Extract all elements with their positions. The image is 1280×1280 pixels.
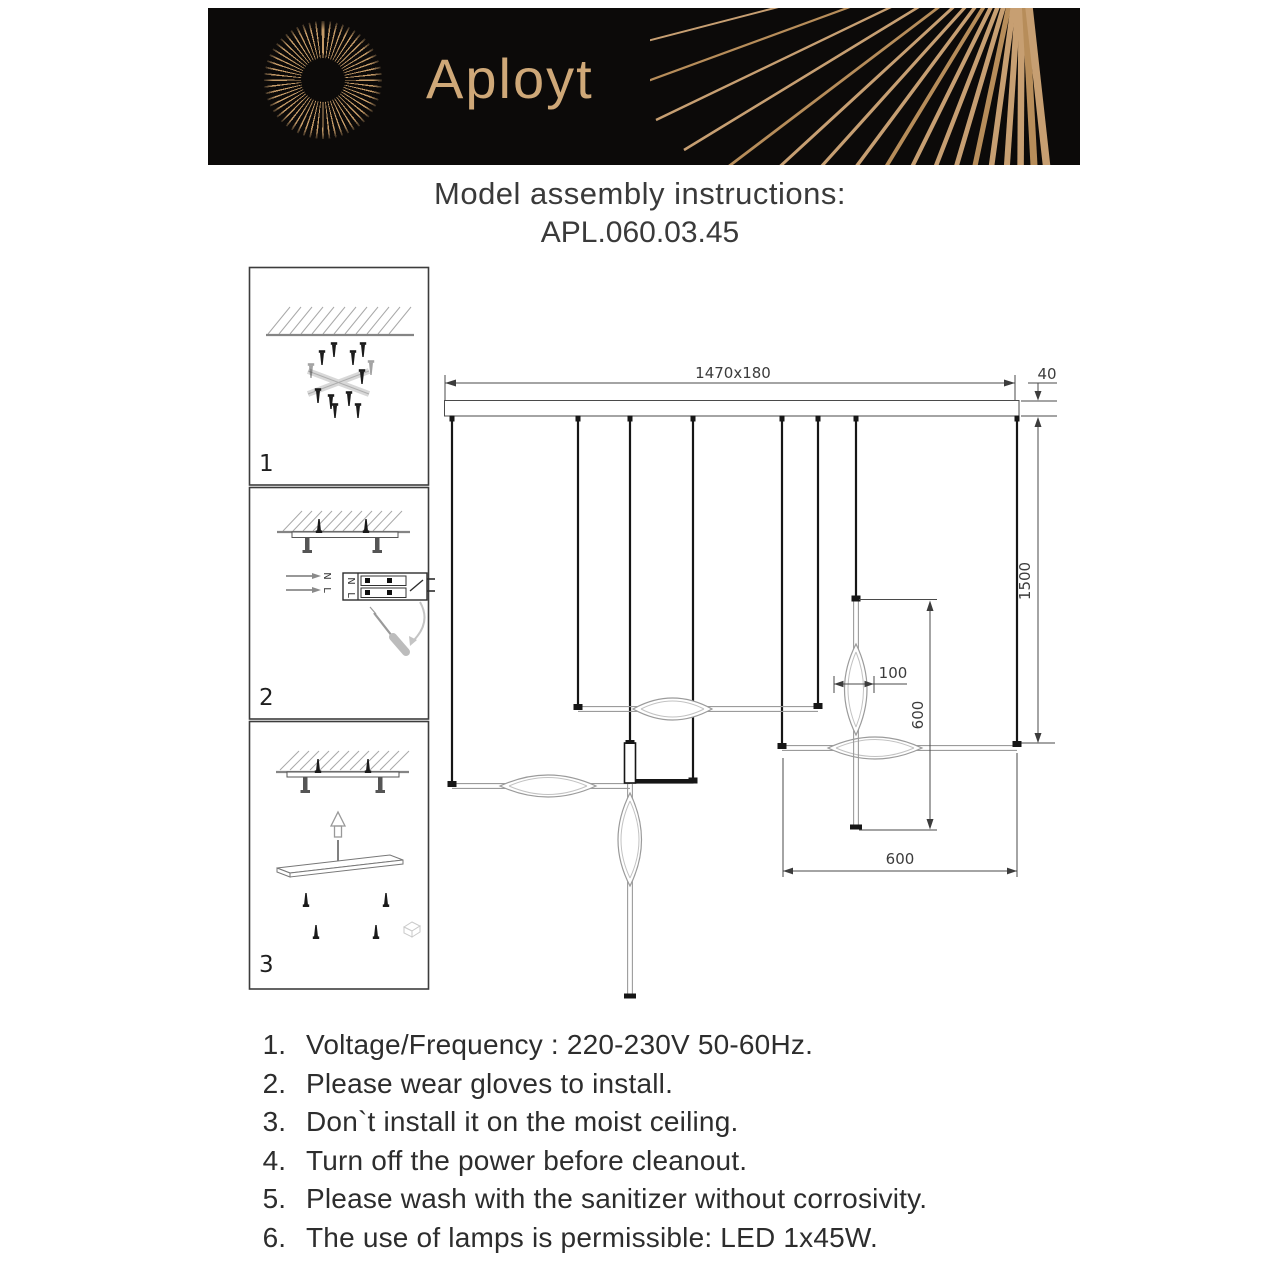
right-horizontal-lamp-tube — [782, 737, 1017, 759]
instruction-text: Please wash with the sanitizer without corrosivity. — [306, 1183, 928, 1215]
group-height-label: 600 — [909, 700, 927, 730]
step-3-number: 3 — [259, 952, 274, 978]
instruction-row — [248, 1180, 1068, 1219]
driver-rod — [625, 743, 636, 783]
block-n-label: N — [345, 577, 356, 585]
instruction-number: 1. — [262, 1029, 286, 1060]
sunburst-rays-decoration — [650, 8, 1080, 165]
step-3-diagram — [259, 751, 420, 978]
instruction-row — [248, 1065, 1068, 1104]
leaf-width-label: 100 — [878, 664, 908, 682]
screwdriver-icon — [370, 602, 425, 652]
dim-group-height — [859, 600, 937, 831]
instruction-row — [248, 1142, 1068, 1181]
brand-banner — [208, 8, 1080, 165]
brand-wordmark: Aployt — [426, 47, 594, 110]
dim-drop-height — [1016, 417, 1055, 743]
ceiling-hatch — [268, 307, 411, 334]
ceiling-hatch — [280, 751, 409, 770]
right-vertical-lamp-tube — [845, 601, 868, 830]
ray-lines — [650, 8, 1057, 165]
anchor-screws — [303, 893, 389, 939]
instruction-list — [248, 1026, 1068, 1258]
ceiling-hatch — [283, 511, 402, 531]
step-1-diagram — [259, 307, 414, 477]
installation-steps-panel — [245, 263, 435, 993]
supply-wires — [286, 572, 332, 593]
dim-group-width — [783, 753, 1017, 877]
logo-center-hole — [301, 58, 345, 102]
mounting-plate — [287, 772, 399, 777]
instruction-row — [248, 1026, 1068, 1065]
title-block — [0, 176, 1280, 250]
instruction-number: 3. — [262, 1106, 286, 1138]
group-width-label: 600 — [885, 850, 915, 868]
instruction-text: Don`t install it on the moist ceiling. — [306, 1106, 739, 1138]
page-title: Model assembly instructions: — [434, 176, 846, 211]
dim-canopy-thickness — [1021, 365, 1057, 416]
instruction-text: Turn off the power before cleanout. — [306, 1144, 748, 1176]
wire-l-label: L — [321, 587, 332, 593]
assembly-drawing — [440, 350, 1085, 1015]
instruction-row — [248, 1103, 1068, 1142]
instruction-number: 2. — [262, 1067, 286, 1099]
tube-end-caps — [448, 596, 1022, 788]
driver-rod-cap — [626, 740, 635, 744]
plate-legs — [303, 538, 383, 554]
dark-connector-bar — [628, 779, 694, 784]
step-2-number: 2 — [259, 685, 274, 711]
canopy-plate — [277, 855, 403, 877]
suspension-wires — [452, 420, 1017, 782]
instruction-row — [248, 1219, 1068, 1258]
step-2-cell — [250, 488, 429, 720]
mounting-plate — [292, 532, 398, 538]
step-1-number: 1 — [259, 451, 274, 477]
plate-legs — [301, 777, 386, 793]
starburst-logo-icon — [264, 21, 382, 139]
step-1-cell — [250, 268, 429, 486]
model-number: APL.060.03.45 — [540, 216, 740, 249]
ceiling-plate — [445, 401, 1020, 417]
terminal-block — [343, 573, 435, 600]
dim-canopy-size — [445, 364, 1015, 400]
up-arrow-icon — [331, 812, 345, 864]
central-vertical-lamp — [618, 784, 642, 999]
instruction-text: Please wear gloves to install. — [306, 1067, 674, 1099]
instruction-text: The use of lamps is permissible: LED 1x45W. — [306, 1221, 878, 1253]
lower-left-lamp-tube — [452, 775, 694, 797]
drop-height-label: 1500 — [1016, 561, 1034, 601]
screw-box-icon — [404, 922, 420, 937]
step-2-diagram — [259, 511, 435, 711]
instruction-text: Voltage/Frequency : 220-230V 50-60Hz. — [306, 1029, 814, 1060]
canopy-thickness-label: 40 — [1037, 365, 1057, 383]
canopy-size-label: 1470x180 — [695, 364, 771, 382]
block-l-label: L — [345, 592, 356, 598]
instruction-number: 5. — [262, 1183, 286, 1215]
instruction-number: 6. — [262, 1221, 286, 1253]
wire-n-label: N — [321, 572, 332, 580]
instruction-number: 4. — [262, 1144, 286, 1176]
